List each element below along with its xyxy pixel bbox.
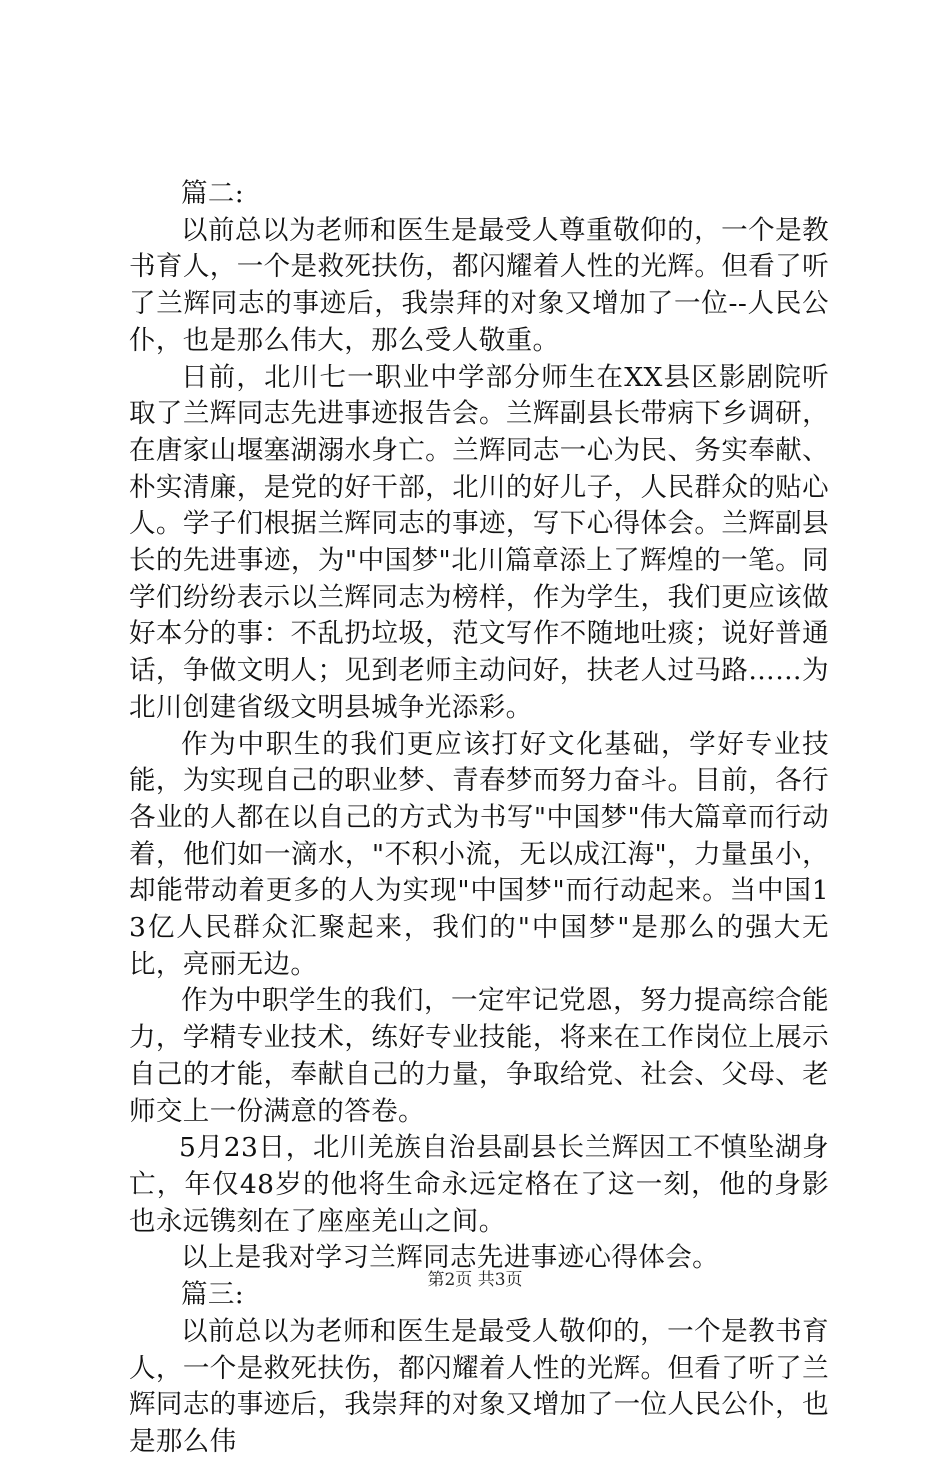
paragraph: 作为中职生的我们更应该打好文化基础，学好专业技能，为实现自己的职业梦、青春梦而努力奋斗。目前，各行各业的人都在以自己的方式为书写"中国梦"伟大篇章而行动着，他们如一滴水，"不积小流，无以成江海"，力量虽小，却能带动着更多的人为实现"中国梦"而行动起来。当中国13亿人民群众汇聚起来，我们的"中国梦"是那么的强大无比，亮丽无边。: [129, 728, 829, 980]
section-heading: 篇三:: [181, 1279, 245, 1311]
paragraph: 以上是我对学习兰辉同志先进事迹心得体会。: [181, 1242, 719, 1274]
section-heading: 篇二:: [181, 178, 245, 209]
paragraph: 日前，北川七一职业中学部分师生在XX县区影剧院听取了兰辉同志先进事迹报告会。兰辉副县长带病下乡调研，在唐家山堰塞湖溺水身亡。兰辉同志一心为民、务实奉献、朴实清廉，是党的好干部，北川的好儿子，人民群众的贴心人。学子们根据兰辉同志的事迹，写下心得体会。兰辉副县长的先进事迹，为"中国梦"北川篇章添上了辉煌的一笔。同学们纷纷表示以兰辉同志为榜样，作为学生，我们更应该做好本分的事：不乱扔垃圾，范文写作不随地吐痰；说好普通话，争做文明人；见到老师主动问好，扶老人过马路……为北川创建省级文明县城争光添彩。: [129, 361, 829, 723]
paragraph: 以前总以为老师和医生是最受人敬仰的，一个是教书育人，一个是救死扶伤，都闪耀着人性的光辉。但看了听了兰辉同志的事迹后，我崇拜的对象又增加了一位人民公仆，也是那么伟: [129, 1315, 829, 1457]
document-body: [129, 176, 829, 1461]
page-number: 第2页 共3页: [427, 1270, 523, 1290]
paragraph: 作为中职学生的我们，一定牢记党恩，努力提高综合能力，学精专业技术，练好专业技能，将来在工作岗位上展示自己的才能，奉献自己的力量，争取给党、社会、父母、老师交上一份满意的答卷。: [129, 985, 829, 1127]
paragraph: 以前总以为老师和医生是最受人尊重敬仰的，一个是教书育人，一个是救死扶伤，都闪耀着人性的光辉。但看了听了兰辉同志的事迹后，我崇拜的对象又增加了一位--人民公仆，也是那么伟大，那么受人敬重。: [129, 214, 829, 356]
paragraph: 5月23日，北川羌族自治县副县长兰辉因工不慎坠湖身亡，年仅48岁的他将生命永远定格在了这一刻，他的身影也永远镌刻在了座座羌山之间。: [129, 1132, 829, 1237]
